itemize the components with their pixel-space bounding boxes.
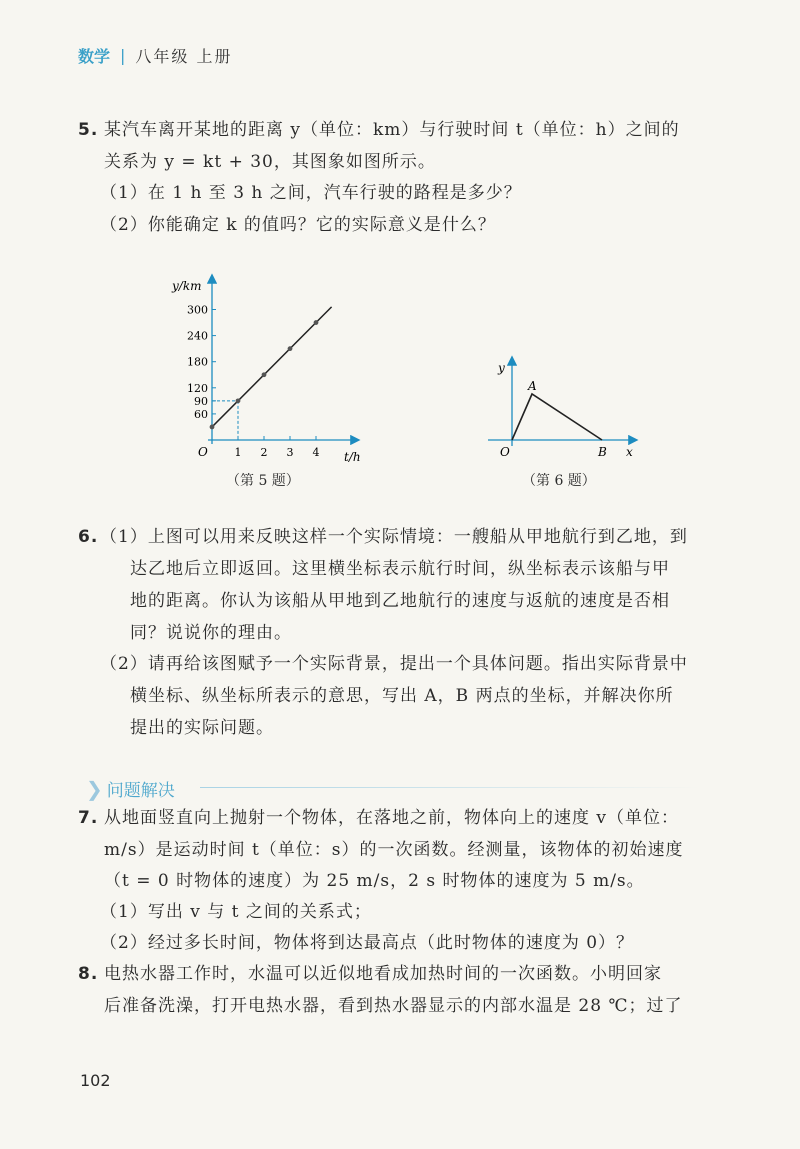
q5-number: 5. — [78, 120, 99, 140]
q6-line-5: （2）请再给该图赋予一个实际背景，提出一个具体问题。指出实际背景中 — [100, 654, 688, 674]
fig5-data-point — [210, 425, 215, 430]
header-grade: 八年级 上册 — [135, 47, 233, 66]
chevron-right-icon: ❯ — [86, 776, 103, 801]
q7-line-2: m/s）是运动时间 t（单位：s）的一次函数。经测量，该物体的初始速度 — [104, 840, 684, 860]
fig5-xtick-label: 3 — [286, 446, 294, 459]
figure5-chart — [160, 268, 380, 468]
q6-line-6: 横坐标、纵坐标所表示的意思，写出 A，B 两点的坐标，并解决你所 — [130, 686, 674, 706]
fig5-data-point — [288, 346, 293, 351]
fig6-point-B: B — [598, 445, 607, 459]
fig5-data-point — [262, 372, 267, 377]
figure6-diagram — [480, 350, 640, 470]
section-rule — [200, 787, 700, 788]
fig5-data-point — [314, 320, 319, 325]
fig6-path-OAB — [512, 394, 602, 440]
page-header — [78, 44, 233, 67]
fig6-xlabel: x — [626, 445, 633, 459]
fig5-xlabel: t/h — [344, 450, 361, 464]
q7-line-1: 从地面竖直向上抛射一个物体，在落地之前，物体向上的速度 v（单位： — [104, 808, 680, 828]
fig5-xtick-label: 4 — [312, 446, 320, 459]
q5-sub-1: （1）在 1 h 至 3 h 之间，汽车行驶的路程是多少？ — [100, 183, 522, 203]
q6-number: 6. — [78, 527, 99, 547]
section-title: 问题解决 — [106, 781, 175, 801]
fig5-ytick-label: 240 — [187, 329, 208, 343]
fig5-xtick-label: 2 — [260, 446, 268, 459]
header-subject: 数学 — [78, 47, 111, 66]
q8-line-1: 电热水器工作时，水温可以近似地看成加热时间的一次函数。小明回家 — [104, 964, 662, 984]
fig5-ytick-label: 180 — [187, 355, 208, 369]
fig5-ylabel: y/km — [172, 279, 202, 293]
q8-number: 8. — [78, 964, 99, 984]
q7-number: 7. — [78, 808, 99, 828]
q7-sub-1: （1）写出 v 与 t 之间的关系式； — [100, 902, 372, 922]
fig5-ytick-label: 120 — [187, 381, 208, 395]
fig5-ytick-label: 300 — [187, 303, 208, 317]
header-separator: | — [120, 46, 126, 65]
q5-line-2: 关系为 y = kt + 30，其图象如图所示。 — [104, 152, 436, 172]
fig5-ytick-label: 90 — [194, 394, 208, 408]
q7-line-3: （t = 0 时物体的速度）为 25 m/s，2 s 时物体的速度为 5 m/s。 — [104, 871, 645, 891]
fig5-xtick-label: 1 — [234, 446, 242, 459]
q7-sub-2: （2）经过多长时间，物体将到达最高点（此时物体的速度为 0）？ — [100, 933, 635, 953]
fig5-data-point — [236, 398, 241, 403]
figure5-caption: （第 5 题） — [226, 473, 300, 489]
q5-line-1: 某汽车离开某地的距离 y（单位：km）与行驶时间 t（单位：h）之间的 — [104, 120, 680, 140]
fig5-guides — [212, 401, 238, 440]
section-heading — [86, 776, 175, 801]
q6-line-3: 地的距离。你认为该船从甲地到乙地航行的速度与返航的速度是否相 — [130, 591, 670, 611]
q6-line-4: 同？说说你的理由。 — [130, 623, 292, 643]
page-number: 102 — [80, 1071, 111, 1090]
q6-line-1: （1）上图可以用来反映这样一个实际情境：一艘船从甲地航行到乙地，到 — [100, 527, 688, 547]
figure6-caption: （第 6 题） — [522, 473, 596, 489]
q6-line-2: 达乙地后立即返回。这里横坐标表示航行时间，纵坐标表示该船与甲 — [130, 559, 670, 579]
fig5-ytick-label: 60 — [194, 407, 208, 421]
fig6-ylabel: y — [498, 361, 505, 375]
q8-line-2: 后准备洗澡，打开电热水器，看到热水器显示的内部水温是 28 ℃；过了 — [104, 996, 683, 1016]
fig5-series-line — [212, 307, 332, 427]
q5-sub-2: （2）你能确定 k 的值吗？它的实际意义是什么？ — [100, 215, 496, 235]
fig6-origin: O — [500, 445, 510, 459]
q6-line-7: 提出的实际问题。 — [130, 718, 274, 738]
fig5-origin: O — [198, 445, 208, 459]
fig6-point-A: A — [528, 379, 537, 393]
